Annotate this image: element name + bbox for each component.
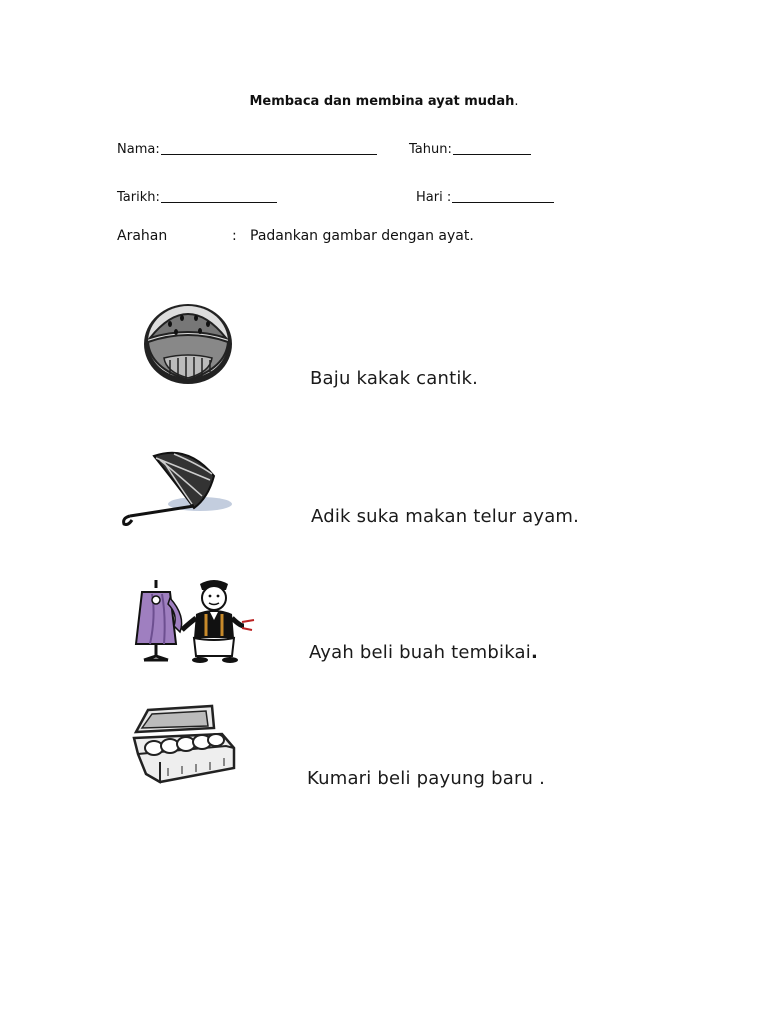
umbrella-icon <box>118 446 236 526</box>
sentence-3-text: Ayah beli buah tembikai <box>309 642 531 663</box>
hari-label: Hari : <box>416 190 452 205</box>
nama-label: Nama: <box>117 142 160 157</box>
sentence-3-period: . <box>530 642 539 663</box>
tahun-field <box>409 142 531 157</box>
sentence-4: Kumari beli payung baru . <box>307 768 546 789</box>
worksheet-title <box>0 94 768 109</box>
arahan-label: Arahan <box>117 228 168 244</box>
title-period: . <box>514 94 519 109</box>
hari-field <box>416 190 554 205</box>
tailor-with-dress-icon <box>130 576 258 664</box>
egg-carton-icon <box>126 702 238 788</box>
tarikh-label: Tarikh: <box>117 190 160 205</box>
arahan-colon: : <box>232 228 237 244</box>
sentence-1: Baju kakak cantik. <box>310 368 479 389</box>
nama-blank[interactable] <box>161 153 377 155</box>
tahun-blank[interactable] <box>453 153 531 155</box>
watermelon-icon <box>140 298 236 388</box>
sentence-2: Adik suka makan telur ayam. <box>311 506 580 527</box>
hari-blank[interactable] <box>452 201 554 203</box>
tarikh-field <box>117 190 277 205</box>
title-text: Membaca dan membina ayat mudah <box>249 94 515 109</box>
tahun-label: Tahun: <box>409 142 452 157</box>
tarikh-blank[interactable] <box>161 201 277 203</box>
sentence-3 <box>309 642 538 663</box>
arahan-text: Padankan gambar dengan ayat. <box>250 228 474 244</box>
nama-field <box>117 142 377 157</box>
